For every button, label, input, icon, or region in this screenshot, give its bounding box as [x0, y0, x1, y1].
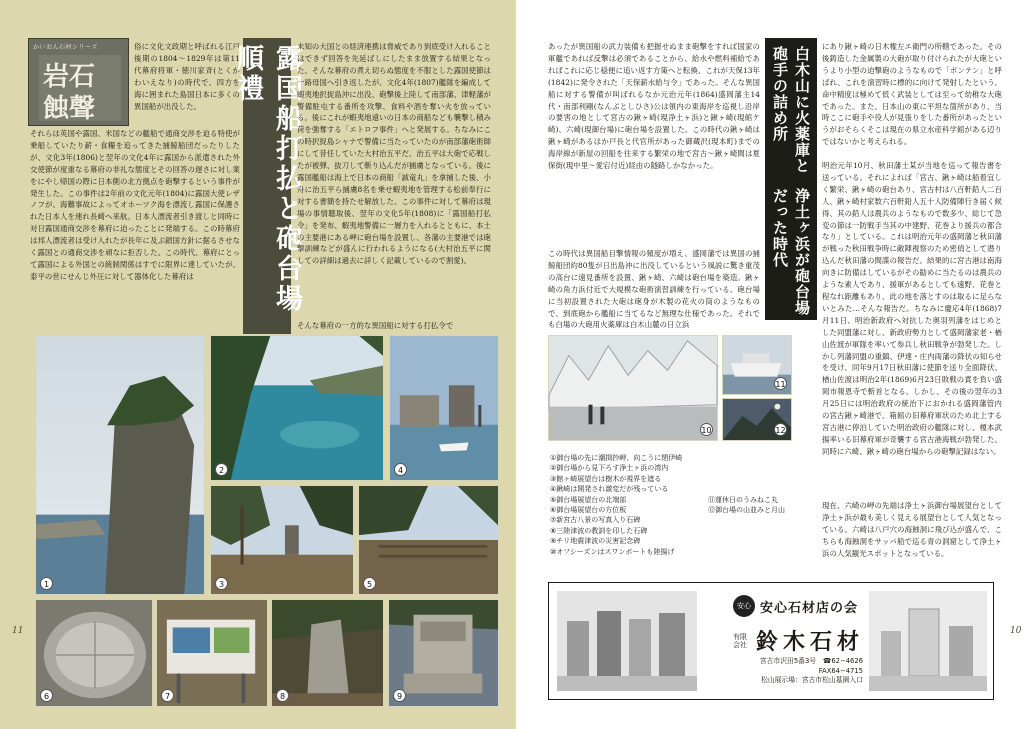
company-name: 鈴木石材: [756, 629, 865, 655]
photo-swan-boats: [548, 335, 718, 441]
photo-bay-view-image: [211, 336, 383, 480]
ad-association-row: [733, 595, 858, 617]
photo-number: 7: [161, 689, 174, 702]
caption-1: ①御台場の先に潮揖抄岬、向こうに閉伊崎: [550, 454, 683, 462]
article-col1-b: この時代は異国船目撃情報の頻度が増え、盛岡藩では異国の捕鯨船団約80隻が日出島沖に出没しているという風説に驚き重茂の高台に遠見番所を設置、鍬ヶ崎、六崎は砲台場を築造。鍬ヶ崎の角力浜付近で大規模な砲術演習訓練を行っている。砲台場に当初設置された大砲は砲身が木製の花火の筒のようなもので、到底砲から艦船に当てるなど無理な仕様であった。それでも白場の大砲用火薬庫は白木山麓の日立浜: [548, 249, 760, 330]
photo-number: 1: [40, 577, 53, 590]
photo-stone-monument-image: [272, 600, 383, 706]
company-type: 有限会社: [733, 632, 747, 649]
caption-4: ④鍬崎は開発され激変だが残っている: [550, 485, 669, 494]
photo-number: 5: [363, 577, 376, 590]
photo-captions: [550, 453, 730, 557]
photo-number: 12: [774, 423, 787, 436]
right-page: [516, 0, 1032, 729]
photo-cliff-image: [36, 336, 204, 594]
photo-observation-deck: [358, 485, 499, 595]
photo-compass-plate: [35, 599, 153, 707]
company-showroom: 松山展示場：宮古市松山墓園入口: [761, 676, 863, 685]
svg-text:岩石: 岩石: [43, 62, 96, 92]
photo-compass-plate-image: [36, 600, 152, 706]
title-line-2: 浄土ヶ浜が砲台場だった時代: [771, 188, 811, 317]
series-label: かいおん石材シリーズ: [33, 44, 98, 51]
article-col2: にあり鍬ヶ崎の日木権左エ衛門の所轄であった。その後鋳造した金属製の大砲が取り付けられたが大砲というより小型の迫撃砲のようなもので「ボンテン」と呼ばれ、これを演習時に標的に向けて発射したという。命中精度は極めて低く武装としては至って幼稚な大砲であった。また、日本山の東に平坦な箇所があり、当時ここに砲手や役人が見張りをした番所があったというがおそらくそこは現在の県立水産科学館がある辺りではないかと考えられる。: [822, 42, 1002, 147]
series-logo: [28, 38, 129, 126]
article-col2-c: 現在、六崎の岬の先端は浄土ヶ浜御台場展望台として浄土ヶ浜が最も美しく見える展望台として人気となっている。六崎は八戸穴の海蝕洞に飛び込が盛んで、こちらも海蝕洞をサッパ船で巡る青の洞窟として浄土ヶ浜の人気観光スポットとなっている。: [822, 501, 1002, 558]
company-row: [733, 625, 864, 656]
company-tel: ☎62−4626: [822, 657, 863, 665]
ad-photo-stones: [869, 591, 987, 691]
photo-number: 2: [215, 463, 228, 476]
ad-photo-gravestones: [557, 591, 697, 691]
company-address-block: [711, 657, 863, 686]
photo-observation-deck-image: [359, 486, 498, 594]
caption-2: ②御台場から見下ろす浄土ヶ浜の湾内: [550, 464, 669, 473]
caption-9: ⑨チリ地震津波の災害記念碑: [550, 537, 641, 546]
photo-signboard: [156, 599, 268, 707]
photo-stone-monument: [271, 599, 384, 707]
photo-number: 4: [394, 463, 407, 476]
article-col1: それらは英国や露国、米国などの艦船で通商交渉を迫る特使が乗船していたり薪・食糧を追ってきた捕鯨船団だったりしたが、文化3年(1806)と翌年の文化4年に露国から派遣された外交使節が度重なる幕府の非礼な態度とその回答の遅さに対し業をにやし帰国の際に日本側の北方拠点を砲撃するという事件が発生した。この事件は2年前の文化元年(1804)に露国大使レザノフが、海難事故によってオホーツク海を漂流し露国に保護された日本人を連れ長崎へ来航。日本人漂流者引き渡しと同時に対日露国通商交渉を幕府に迫ったことに発端する。この時幕府は邦人漂流者は受け入れたが長年に及ぶ鎖国方針に据るさせなく露国との通商交渉を頑なに拒否した。この時代、幕府にとって露国による外国との統制関係はすでに限界に達していたが、泰平の世にせんじ外圧に対して器体化した幕府は: [30, 129, 240, 281]
photo-number: 9: [393, 689, 406, 702]
photo-number: 8: [276, 689, 289, 702]
page-number-right: 10: [1010, 626, 1022, 636]
article-title-left: 露国船打払と砲台場 順禮: [243, 38, 291, 334]
photo-swan-boats-image: [549, 336, 717, 440]
caption-6: ⑥御台場展望台の方位板: [550, 506, 627, 515]
ad-photo-stones-image: [869, 591, 987, 691]
photo-number: 11: [774, 377, 787, 390]
photo-harbor-image: [390, 336, 498, 480]
association-logo-icon: 安心: [733, 595, 755, 617]
photo-number: 6: [40, 689, 53, 702]
photo-ferry: [722, 335, 792, 395]
caption-5: ⑤御台場展望台の北端部: [550, 495, 627, 504]
series-logo-art: [39, 55, 121, 124]
photo-mountain-moon: [722, 398, 792, 441]
caption-12: ⑫御台場の山並みと月山: [708, 506, 785, 515]
article-col2: 未知の大国との経済連携は脅威であり到底受け入れることはできず回答を先延ばしにしたまま放置する結果となった。そんな幕府の煮え切らぬ態度を不服とした露国使節は一路母国へ引き返したが、文化4年(1807)艦隊を編成して蝦夷地択捉島沖に出没、砲撃後上陸して南部藩、津軽藩が警備駐屯する番所を攻撃、食料や酒を奪い火を放っている。後にこれが蝦夷地遠いの日本の商船なども襲撃し積み荷を強奪する「エトロフ事件」へと発展する。ちなみにこの時択捉島シャナで警備に当たっていたのが南部藩砲術師にして昔任していた大村治五平だ。治五平は大砲で応戦したが被弾、抜刀して斬り込んだが捕虜となっている。後に露国艦船は海上で日本の商船「誠竜丸」を拿捕した後、小舟に治五平ら捕虜8名を乗せ蝦夷地を管理する松前奉行に対する書簡を持たせ解放した。この事件に対して幕府は現場の事情聴取後、翌年の文化5年(1808)に「露国船打払令」を発布、蝦夷地警備に一層力を入れるとともに、本土の主要港にある岬に砲台場を設置し、各藩の主要港では砲撃訓練などが盛んに行われるようになる(大村治五平に関しての詳細は過去に詳しく記載しているので割愛)。: [297, 42, 491, 266]
photo-number: 3: [215, 577, 228, 590]
photo-memorial-image: [389, 600, 498, 706]
photo-captions-b: [708, 495, 818, 516]
photo-memorial: [388, 599, 499, 707]
photo-cliff: [35, 335, 205, 595]
photo-bay-view: [210, 335, 384, 481]
company-address: 宮古市沢田5番3号: [759, 657, 817, 665]
caption-3: ③館ヶ崎展望台は樹木が視界を遮る: [550, 474, 662, 483]
caption-11: ⑪運休日のうみねこ丸: [708, 496, 778, 504]
article-col2-b: 明治元年10月、秋田藩士某が当地を巡って報告書を送っている。それによれば「宮古、鍬ヶ崎は船着宜しく繁栄、鍬ヶ崎の砲台あり、宮古村は八百軒鉛人二百人、鍬ヶ崎村家数六百軒鉛人五十人防備陣行き届く候得、其の鉛人は農兵のようなもので数多少、総じて急変の節は一防戦手当其の中建野、花巻より援兵の都合なり」としている。これは明治元年の盛岡藩と秋田藩が戦った秋田戦争時に敵陣視察のため密偵として潜り込んだ秋田藩の間諜の報告だ。結果的に宮古港は南海向きに防備はしているがその勧めに当たるのは農兵のような素人であり、援軍があるとしても遠野、花巻と程なれ距離もあり、此の地を落とすのは取るに足らないとみた…そんな報告だ。ちなみに慶応4年(1868)7月11日、明治新政府へ対抗した奥羽列藩をはじめとした同盟藩に対し、新政府勢力として盛岡藩家老・楢山佐渡が軍隊を率いて参兵し秋田戦争が勃発した。しかし列藩同盟の重鎮、伊達・庄内両藩の降伏の知らせを受け、同年9月17日秋田藩に使節を送り全面降伏、楢山佐渡は明治2年(1869)6月23日敗戦の責を負い盛岡市報恩寺で斬首となる。しかし、その後の翌年の3月25日には明治政府の統治下におかれる盛岡藩管内の宮古鍬ヶ崎港で、箱館の旧幕府軍状のため北上する宮古港に停泊していた明治政府の艦隊に対し、榎本武揚率いる旧幕府軍が奇襲する宮古港海戦が勃発した。同時に六崎、鍬ヶ崎の砲台場からの砲撃記録はない。: [822, 161, 1002, 456]
article-title-right: [765, 38, 817, 320]
caption-7: ⑦新宮古八景の写真入り石碑: [550, 516, 641, 525]
company-fax: FAX64−4715: [818, 666, 863, 675]
article-col2-last: そんな幕府の一方的な異国船に対する打払令で: [297, 321, 454, 330]
photo-harbor: [389, 335, 499, 481]
article-col1-top: 俗に文化文政期と呼ばれる江戸後期の1804〜1829年は第11代幕府将軍・徳川家斉(とくがわいえなり)の時代で、四方を海に囲まれた島国日本に多くの異国船が出没した。: [134, 42, 240, 111]
ad-photo-gravestones-image: [557, 591, 697, 691]
title-line-1: 白木山に火薬庫と砲手の詰め所: [771, 46, 811, 174]
photo-pine-path-image: [211, 486, 353, 594]
caption-10: ⑩オフシーズンはスワンボートも陸揚げ: [550, 547, 675, 556]
photo-pine-path: [210, 485, 354, 595]
advertisement: [548, 582, 994, 700]
photo-number: 10: [700, 423, 713, 436]
association-name: 安心石材店の会: [760, 600, 859, 616]
article-col1: あったが異国船の武力装備も把握せぬまま砲撃をすれば国家の軍艦であれば反撃は必須であることから、給水や燃料補給であればこれに応じ穏便に追い返す方策へと転換、これが天保13年(1842)に発令された「天保薪水給与令」であった。そんな異国船に対する警備が叫ばれるなか元治元年(1864)盛岡藩主14代・南部利剛(なんぶとしひさ)公は領内の東海岸を巡視し沿岸の要害の地として宮古の鍬ヶ崎(現浄土ヶ浜)と鍬ヶ崎(現館ケ崎)、六崎(現御台場)に砲台場を設置した。この時代の鍬ヶ崎は鍬ヶ崎があるはか戸長と代官所があった御蔵沢(現本町)までの海岸線が新屋の回船を往来する繁栄の地で宮古〜鍬ヶ崎間は夏保街(現中里〜愛宕付近)経由の隧路しかなかった。: [548, 42, 760, 171]
caption-8: ⑧三陸津波の教訓を印した石碑: [550, 526, 648, 535]
svg-text:蝕聲: 蝕聲: [43, 94, 96, 124]
photo-signboard-image: [157, 600, 267, 706]
page-number-left: 11: [12, 626, 24, 636]
